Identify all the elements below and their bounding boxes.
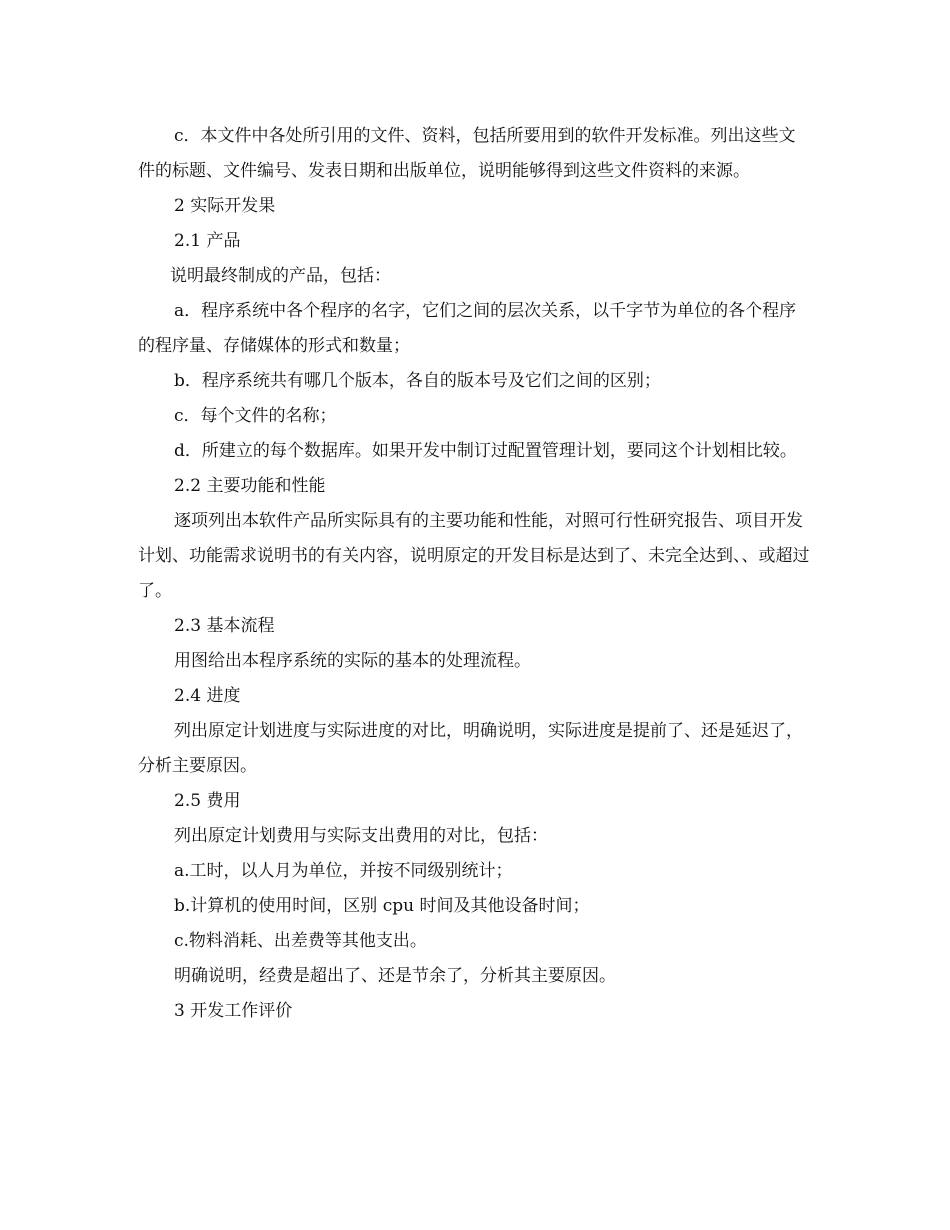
heading-2-3: 2.3 基本流程 xyxy=(174,616,275,636)
paragraph-cost-summary: 明确说明，经费是超出了、还是节余了，分析其主要原因。 xyxy=(174,966,616,986)
heading-2-4: 2.4 进度 xyxy=(174,686,241,706)
heading-2-2: 2.2 主要功能和性能 xyxy=(174,476,326,496)
paragraph-flow: 用图给出本程序系统的实际的基本的处理流程。 xyxy=(174,651,531,671)
heading-2-5: 2.5 费用 xyxy=(174,791,241,811)
heading-section-3: 3 开发工作评价 xyxy=(174,1001,293,1021)
list-item-c: c．每个文件的名称； xyxy=(174,406,337,426)
heading-section-2: 2 实际开发果 xyxy=(174,196,276,216)
paragraph-references: c．本文件中各处所引用的文件、资料，包括所要用到的软件开发标准。列出这些文件的标题、文件编号、发表日期和出版单位，说明能够得到这些文件资料的来源。 xyxy=(138,126,796,181)
paragraph-schedule: 列出原定计划进度与实际进度的对比，明确说明，实际进度是提前了、还是延迟了，分析主要原因。 xyxy=(138,721,803,776)
cost-item-c: c.物料消耗、出差费等其他支出。 xyxy=(174,931,427,951)
cost-item-b: b.计算机的使用时间，区别 cpu 时间及其他设备时间； xyxy=(174,896,590,916)
paragraph-functions: 逐项列出本软件产品所实际具有的主要功能和性能，对照可行性研究报告、项目开发计划、功能需求说明书的有关内容，说明原定的开发目标是达到了、未完全达到、、或超过了。 xyxy=(138,511,810,601)
list-item-b: b．程序系统共有哪几个版本，各自的版本号及它们之间的区别； xyxy=(174,371,661,391)
paragraph-cost-intro: 列出原定计划费用与实际支出费用的对比，包括： xyxy=(174,826,548,846)
heading-2-1: 2.1 产品 xyxy=(174,231,241,251)
list-item-d: d．所建立的每个数据库。如果开发中制订过配置管理计划，要同这个计划相比较。 xyxy=(174,441,797,461)
cost-item-a: a.工时，以人月为单位，并按不同级别统计； xyxy=(174,861,513,881)
paragraph-product-intro: 说明最终制成的产品，包括： xyxy=(170,266,391,286)
list-item-a: a．程序系统中各个程序的名字，它们之间的层次关系，以千字节为单位的各个程序的程序量、存储媒体的形式和数量； xyxy=(138,301,797,356)
